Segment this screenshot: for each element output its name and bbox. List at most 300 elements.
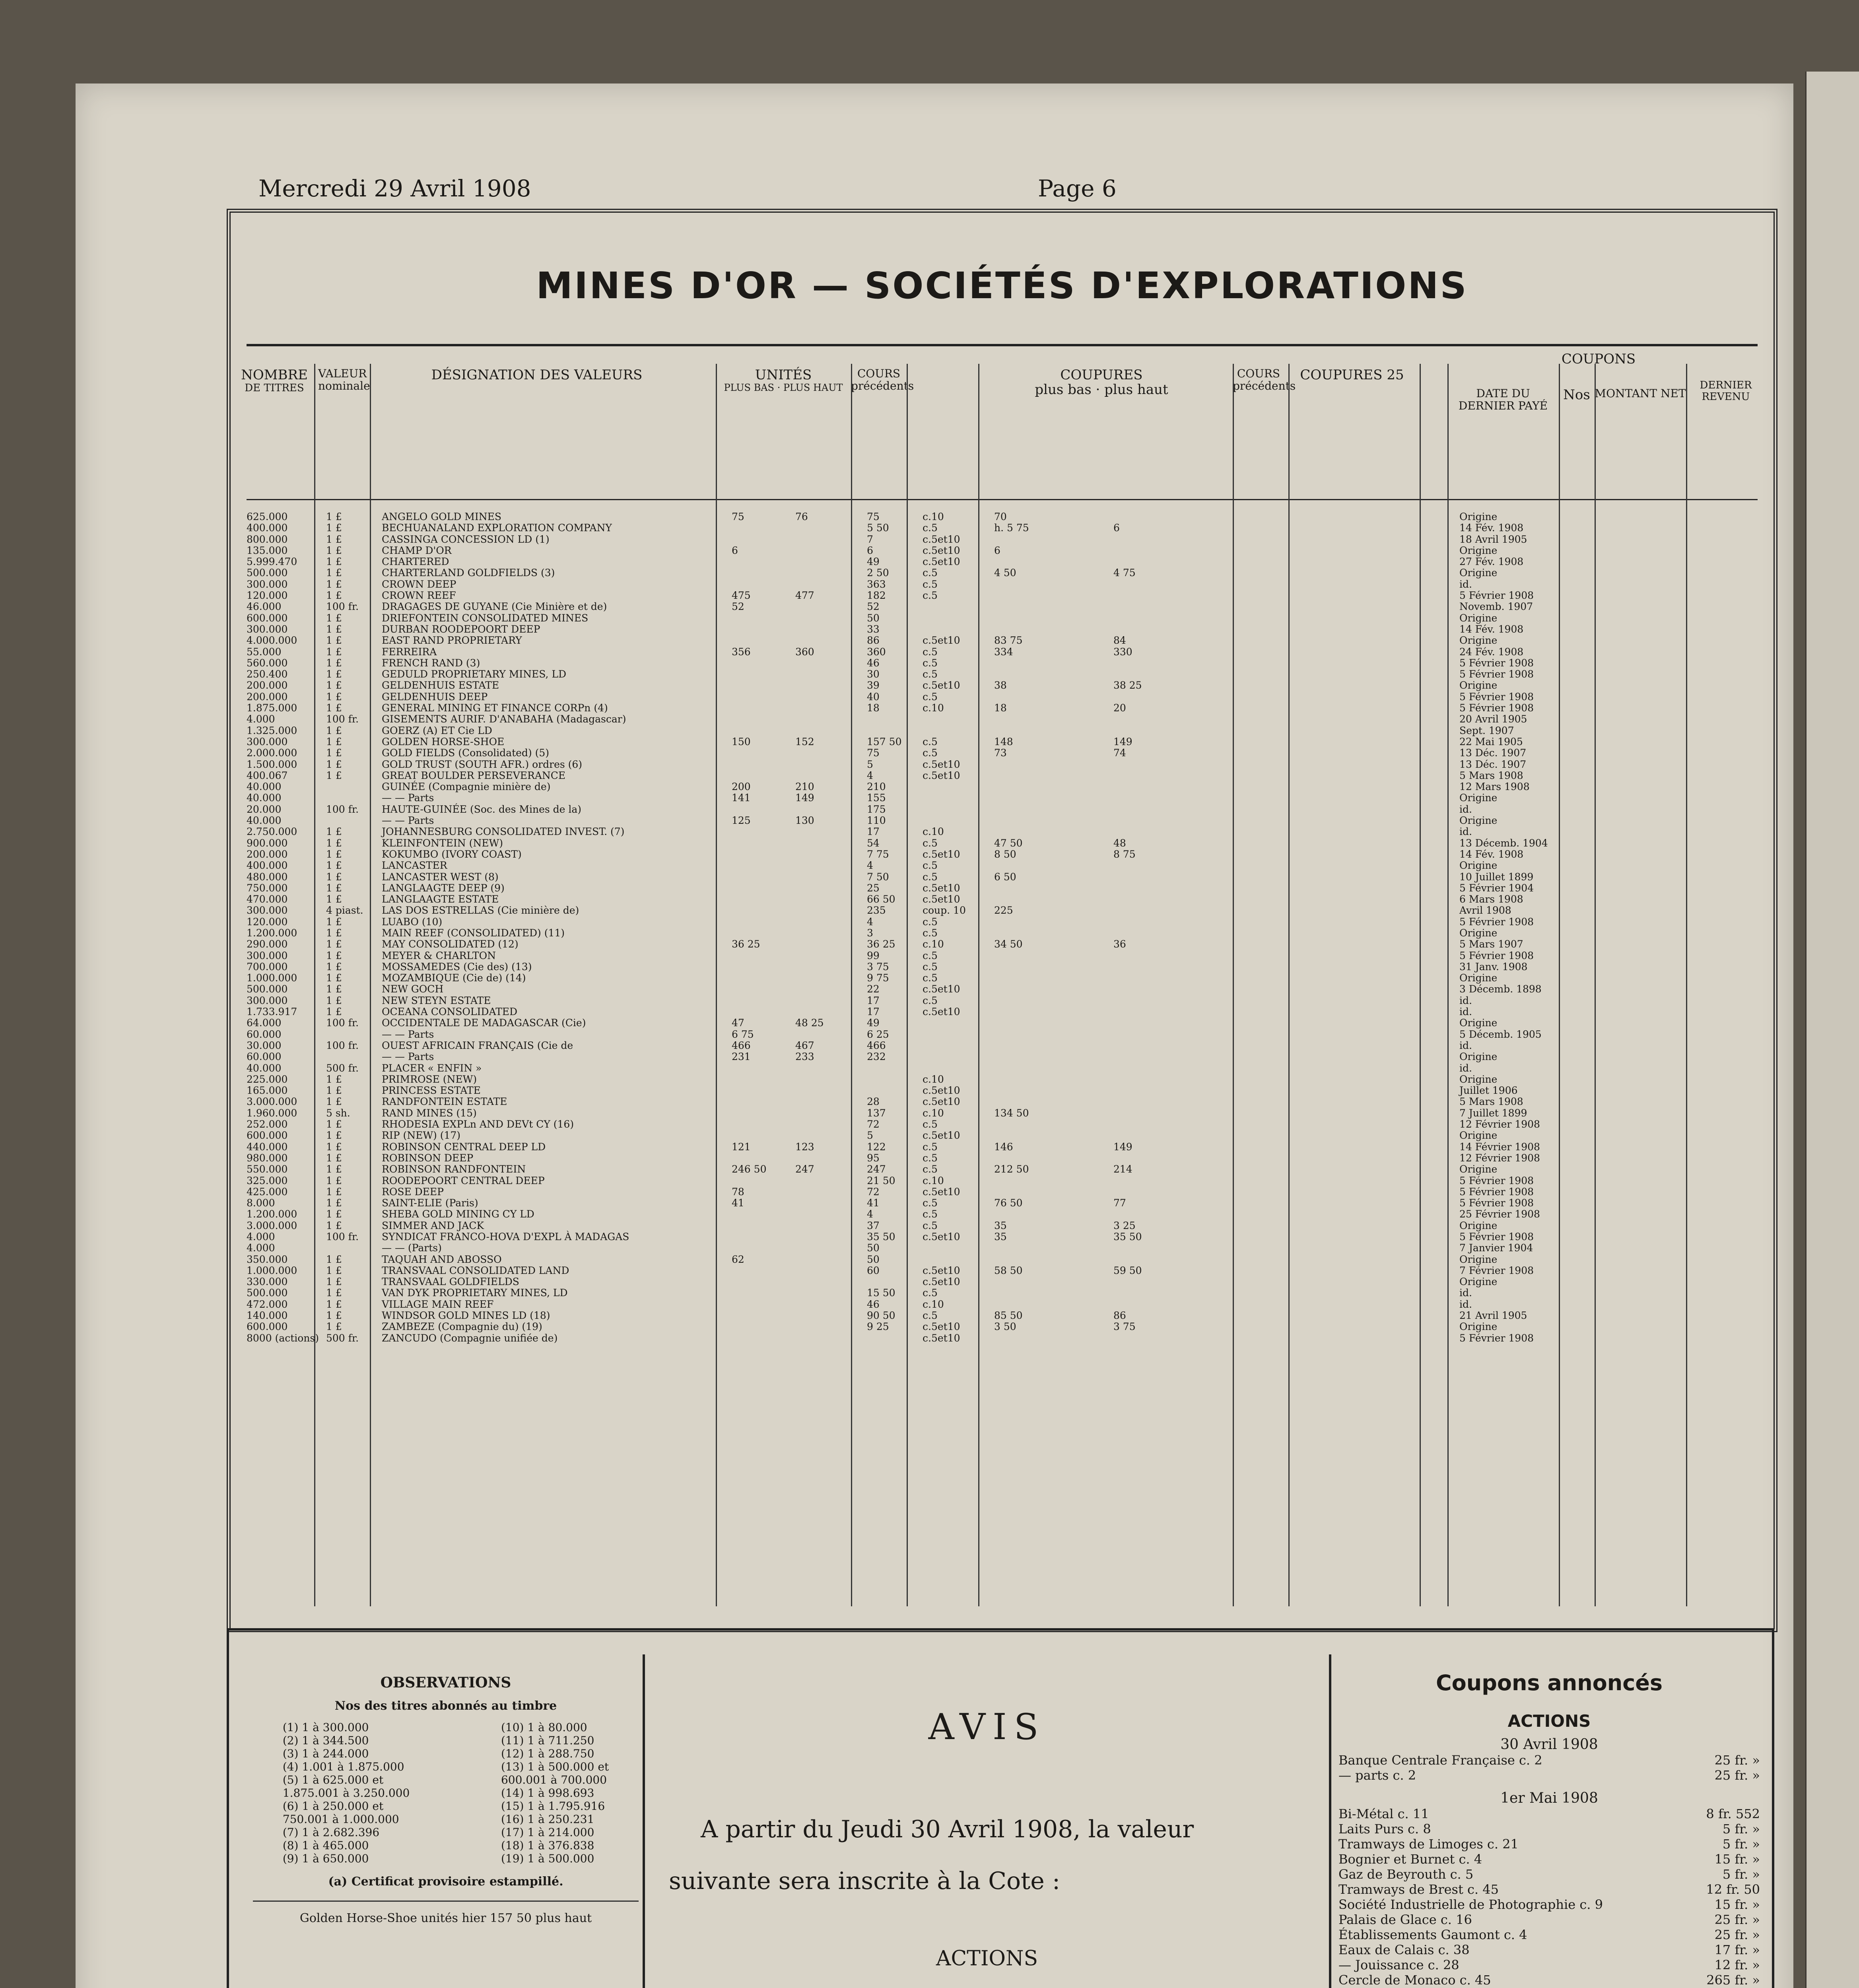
table-cell: 1 £ <box>326 983 342 995</box>
col-coupures25: COUPURES 25 <box>1300 367 1404 383</box>
table-cell: 1 £ <box>326 1253 342 1265</box>
coupon-item <box>1338 1882 1760 1897</box>
table-cell: 1 £ <box>326 646 342 658</box>
table-cell: DURBAN ROODEPOORT DEEP <box>382 623 540 635</box>
table-cell: 1 £ <box>326 1163 342 1175</box>
coupon-label: — Jouissance c. 28 <box>1338 1957 1459 1972</box>
coupon-item <box>1338 1912 1760 1927</box>
table-cell: 1.000.000 <box>247 1264 297 1276</box>
table-cell: — — Parts <box>382 792 434 804</box>
table-cell: c.5 <box>923 590 938 602</box>
table-row <box>239 1141 1766 1152</box>
table-cell: HAUTE-GUINÉE (Soc. des Mines de la) <box>382 803 582 815</box>
table-cell: c.5et10 <box>923 1096 960 1108</box>
table-cell: 300.000 <box>247 949 288 961</box>
table-cell: 35 <box>994 1219 1007 1231</box>
table-cell: 78 <box>732 1186 744 1198</box>
table-row <box>239 590 1766 601</box>
table-cell: BECHUANALAND EXPLORATION COMPANY <box>382 522 612 534</box>
table-cell: 200.000 <box>247 691 288 703</box>
table-cell: GUINÉE (Compagnie minière de) <box>382 781 551 793</box>
table-cell: 24 Fév. 1908 <box>1459 646 1524 658</box>
table-cell: 48 25 <box>795 1017 824 1029</box>
table-cell: c.5et10 <box>923 556 960 568</box>
table-cell: 4 piast. <box>326 905 363 916</box>
coupon-amount: 5 fr. » <box>1722 1821 1760 1837</box>
table-row <box>239 983 1766 994</box>
table-cell: 1 £ <box>326 612 342 624</box>
table-cell: 95 <box>867 1152 880 1164</box>
table-cell: 90 50 <box>867 1310 896 1322</box>
table-cell: SIMMER AND JACK <box>382 1219 484 1231</box>
table-cell: 7 Février 1908 <box>1459 1264 1534 1276</box>
table-cell: 123 <box>795 1141 814 1153</box>
table-cell: 4 <box>867 860 873 872</box>
table-cell: LANGLAAGTE ESTATE <box>382 893 499 905</box>
table-cell: c.5 <box>923 668 938 680</box>
table-cell: 235 <box>867 905 886 916</box>
table-row <box>239 1096 1766 1107</box>
table-cell: 210 <box>795 781 814 793</box>
table-cell: GELDENHUIS ESTATE <box>382 679 499 691</box>
table-cell: 175 <box>867 803 886 815</box>
table-cell: c.5 <box>923 1163 938 1175</box>
table-cell: 9 75 <box>867 972 889 984</box>
table-cell: 18 <box>994 702 1007 714</box>
table-cell: 1 £ <box>326 590 342 602</box>
table-cell: 72 <box>867 1118 880 1130</box>
table-cell: 6 <box>994 544 1000 556</box>
coupon-item <box>1338 1852 1760 1867</box>
table-cell: Origine <box>1459 1253 1498 1265</box>
table-cell: 7 75 <box>867 848 889 860</box>
col-valeur: VALEUR nominale <box>318 367 370 392</box>
col-coupons: COUPONS <box>1561 351 1636 367</box>
table-cell: 5 Février 1904 <box>1459 882 1534 894</box>
table-cell: 5 Février 1908 <box>1459 668 1534 680</box>
observations-extra: Golden Horse-Shoe unités hier 157 50 plus haut <box>299 1911 592 1925</box>
table-cell: ROODEPOORT CENTRAL DEEP <box>382 1175 545 1186</box>
table-cell: VILLAGE MAIN REEF <box>382 1298 494 1310</box>
table-cell: c.5 <box>923 736 938 747</box>
table-cell: 1 £ <box>326 724 342 736</box>
table-row <box>239 1208 1766 1219</box>
table-row <box>239 1276 1766 1287</box>
table-cell: 477 <box>795 590 814 602</box>
table-cell: 149 <box>1113 736 1132 747</box>
table-cell: 36 25 <box>867 938 896 950</box>
observation-item: (6) 1 à 250.000 et <box>282 1800 384 1813</box>
table-cell: c.5 <box>923 972 938 984</box>
table-cell: 1 £ <box>326 679 342 691</box>
table-cell: 110 <box>867 815 886 827</box>
table-cell: ROBINSON CENTRAL DEEP LD <box>382 1141 546 1153</box>
table-cell: 1 £ <box>326 1310 342 1322</box>
table-cell: 76 50 <box>994 1197 1023 1209</box>
avis-section: ACTIONS <box>936 1947 1038 1971</box>
table-row <box>239 893 1766 905</box>
table-cell: 232 <box>867 1051 886 1063</box>
table-cell: 225 <box>994 905 1013 916</box>
table-cell: 1.500.000 <box>247 758 297 770</box>
table-cell: 27 Fév. 1908 <box>1459 556 1524 568</box>
table-row <box>239 579 1766 590</box>
table-row <box>239 916 1766 927</box>
table-cell: RANDFONTEIN ESTATE <box>382 1096 507 1108</box>
table-cell: 100 fr. <box>326 1231 359 1242</box>
table-cell: 38 <box>994 679 1007 691</box>
coupon-amount: 15 fr. » <box>1714 1852 1760 1867</box>
coupon-item <box>1338 1867 1760 1882</box>
table-cell: 100 fr. <box>326 803 359 815</box>
table-cell: 121 <box>732 1141 751 1153</box>
table-cell: 122 <box>867 1141 886 1153</box>
coupon-label: Eaux de Calais c. 38 <box>1338 1942 1470 1957</box>
observation-item: (18) 1 à 376.838 <box>501 1839 594 1852</box>
coupon-label: Tramways de Limoges c. 21 <box>1338 1837 1519 1852</box>
table-row <box>239 1220 1766 1231</box>
table-row <box>239 1074 1766 1085</box>
table-cell: 1 £ <box>326 994 342 1006</box>
table-cell: 5 <box>867 758 873 770</box>
table-cell: 85 50 <box>994 1310 1023 1322</box>
table-cell: c.5 <box>923 916 938 928</box>
table-cell: 46 <box>867 657 880 669</box>
table-cell: 1 £ <box>326 1321 342 1333</box>
table-cell: 1 £ <box>326 871 342 883</box>
table-cell: 1 £ <box>326 747 342 759</box>
table-cell: 1.200.000 <box>247 927 297 939</box>
table-cell: — — Parts <box>382 1028 434 1040</box>
table-row <box>239 1265 1766 1276</box>
table-row <box>239 1299 1766 1310</box>
table-cell: 149 <box>1113 1141 1132 1153</box>
table-cell: id. <box>1459 1039 1472 1051</box>
table-cell: 600.000 <box>247 612 288 624</box>
table-row <box>239 1175 1766 1186</box>
table-cell: id. <box>1459 994 1472 1006</box>
table-row <box>239 1197 1766 1208</box>
table-cell: 10 Juillet 1899 <box>1459 871 1534 883</box>
table-cell: NEW STEYN ESTATE <box>382 994 491 1006</box>
table-cell: RHODESIA EXPLn AND DEVt CY (16) <box>382 1118 574 1130</box>
table-cell: Origine <box>1459 1073 1498 1085</box>
observations-title: OBSERVATIONS <box>380 1674 511 1691</box>
col-cours: COURS précédents <box>851 367 914 392</box>
table-cell: 17 <box>867 826 880 838</box>
table-row <box>239 1163 1766 1175</box>
table-cell: Juillet 1906 <box>1459 1085 1518 1097</box>
table-cell: CHARTERED <box>382 556 449 568</box>
table-cell: 6 <box>732 544 738 556</box>
table-cell: MAIN REEF (CONSOLIDATED) (11) <box>382 927 565 939</box>
table-cell: c.5 <box>923 567 938 579</box>
table-row <box>239 545 1766 556</box>
table-row <box>239 1254 1766 1265</box>
table-cell: — — Parts <box>382 1051 434 1063</box>
table-cell: 472.000 <box>247 1298 288 1310</box>
table-cell: 3 25 <box>1113 1219 1136 1231</box>
table-cell: 15 50 <box>867 1287 896 1299</box>
table-cell: 5 Décemb. 1905 <box>1459 1028 1542 1040</box>
table-cell: 290.000 <box>247 938 288 950</box>
table-cell: 86 <box>867 635 880 646</box>
table-cell: 46 <box>867 1298 880 1310</box>
table-cell: 12 Février 1908 <box>1459 1152 1540 1164</box>
table-cell: MAY CONSOLIDATED (12) <box>382 938 519 950</box>
observation-item: (2) 1 à 344.500 <box>282 1734 369 1747</box>
table-cell: 5 Mars 1908 <box>1459 769 1523 781</box>
table-cell: DRIEFONTEIN CONSOLIDATED MINES <box>382 612 589 624</box>
table-cell: 165.000 <box>247 1085 288 1097</box>
table-cell: 7 Juillet 1899 <box>1459 1107 1527 1119</box>
table-cell: 330 <box>1113 646 1132 658</box>
table-cell: 12 Février 1908 <box>1459 1118 1540 1130</box>
table-cell: 14 Fév. 1908 <box>1459 522 1524 534</box>
table-cell: 1 £ <box>326 837 342 849</box>
table-cell: 1 £ <box>326 1152 342 1164</box>
table-cell: 1 £ <box>326 567 342 579</box>
table-cell: 55.000 <box>247 646 282 658</box>
table-cell: 20 <box>1113 702 1126 714</box>
table-cell: coup. 10 <box>923 905 966 916</box>
table-cell: 47 50 <box>994 837 1023 849</box>
table-cell: 1 £ <box>326 1085 342 1097</box>
table-cell: PLACER « ENFIN » <box>382 1062 482 1074</box>
table-cell: DRAGAGES DE GUYANE (Cie Minière et de) <box>382 601 607 613</box>
table-cell: 1 £ <box>326 1186 342 1198</box>
table-cell: 1 £ <box>326 522 342 534</box>
coupon-label: Société Industrielle de Photographie c. 9 <box>1338 1897 1603 1912</box>
table-row <box>239 804 1766 815</box>
table-cell: ANGELO GOLD MINES <box>382 511 501 522</box>
table-cell: 3 Décemb. 1898 <box>1459 983 1542 995</box>
table-cell: 5 sh. <box>326 1107 350 1119</box>
table-cell: 466 <box>732 1039 751 1051</box>
table-cell: 18 <box>867 702 880 714</box>
table-cell: LANGLAAGTE DEEP (9) <box>382 882 505 894</box>
table-cell: c.5 <box>923 1219 938 1231</box>
table-cell: 14 Fév. 1908 <box>1459 848 1524 860</box>
table-cell: LUABO (10) <box>382 916 443 928</box>
table-cell: 1 £ <box>326 1006 342 1018</box>
table-cell: GELDENHUIS DEEP <box>382 691 488 703</box>
table-row <box>239 938 1766 949</box>
table-cell: c.5 <box>923 657 938 669</box>
table-cell: 252.000 <box>247 1118 288 1130</box>
table-cell: 60.000 <box>247 1051 282 1063</box>
table-cell: 21 Avril 1905 <box>1459 1310 1527 1322</box>
coupon-item <box>1338 1806 1760 1821</box>
table-cell: 59 50 <box>1113 1264 1142 1276</box>
table-cell: JOHANNESBURG CONSOLIDATED INVEST. (7) <box>382 826 625 838</box>
table-cell: 52 <box>867 601 880 613</box>
table-cell: 300.000 <box>247 623 288 635</box>
table-cell: 4 <box>867 769 873 781</box>
table-cell: 30.000 <box>247 1039 282 1051</box>
table-cell: 50 <box>867 1242 880 1254</box>
table-cell: c.5 <box>923 949 938 961</box>
adjacent-page-edge <box>1805 72 1859 1988</box>
table-cell: Origine <box>1459 1017 1498 1029</box>
table-cell: c.10 <box>923 511 944 522</box>
table-cell: OUEST AFRICAIN FRANÇAIS (Cie de <box>382 1039 573 1051</box>
table-cell: 625.000 <box>247 511 288 522</box>
table-cell: 1 £ <box>326 623 342 635</box>
table-cell: KOKUMBO (IVORY COAST) <box>382 848 522 860</box>
table-cell: 148 <box>994 736 1013 747</box>
table-cell: 700.000 <box>247 961 288 973</box>
coupon-amount: 25 fr. » <box>1714 1912 1760 1927</box>
table-cell: c.5et10 <box>923 533 960 545</box>
table-cell: 146 <box>994 1141 1013 1153</box>
table-cell: MOSSAMEDES (Cie des) (13) <box>382 961 532 973</box>
table-cell: 800.000 <box>247 533 288 545</box>
table-cell: 470.000 <box>247 893 288 905</box>
table-row <box>239 646 1766 657</box>
table-cell: 35 50 <box>867 1231 896 1242</box>
table-cell: Origine <box>1459 1163 1498 1175</box>
table-cell: GENERAL MINING ET FINANCE CORPn (4) <box>382 702 608 714</box>
table-cell: 152 <box>795 736 814 747</box>
table-cell: 33 <box>867 623 880 635</box>
table-cell: 1.960.000 <box>247 1107 297 1119</box>
col-date: DATE DU DERNIER PAYÉ <box>1458 387 1548 412</box>
observation-item: (8) 1 à 465.000 <box>282 1839 369 1852</box>
table-cell: 1.200.000 <box>247 1208 297 1220</box>
table-cell: 750.000 <box>247 882 288 894</box>
coupon-amount: 25 fr. » <box>1714 1753 1760 1768</box>
table-cell: c.5et10 <box>923 983 960 995</box>
table-cell: 100 fr. <box>326 1017 359 1029</box>
table-cell: 233 <box>795 1051 814 1063</box>
table-cell: CROWN REEF <box>382 590 456 602</box>
table-cell: PRIMROSE (NEW) <box>382 1073 477 1085</box>
table-cell: 1 £ <box>326 1276 342 1288</box>
table-cell: 4 50 <box>994 567 1016 579</box>
table-cell: 363 <box>867 578 886 590</box>
table-cell: 3 <box>867 927 873 939</box>
table-cell: 125 <box>732 815 751 827</box>
mines-table-frame <box>227 209 1777 1632</box>
table-cell: 1 £ <box>326 1073 342 1085</box>
table-cell: EAST RAND PROPRIETARY <box>382 635 522 646</box>
table-cell: 1 £ <box>326 1208 342 1220</box>
table-row <box>239 1051 1766 1062</box>
table-cell: CHAMP D'OR <box>382 544 452 556</box>
table-cell: c.5 <box>923 1141 938 1153</box>
table-row <box>239 556 1766 567</box>
coupon-item <box>1338 1837 1760 1852</box>
table-cell: c.10 <box>923 1298 944 1310</box>
coupon-item <box>1338 1957 1760 1972</box>
table-cell: c.5 <box>923 1287 938 1299</box>
table-cell: 5 Février 1908 <box>1459 916 1534 928</box>
table-cell: 247 <box>795 1163 814 1175</box>
table-cell: GOERZ (A) ET Cie LD <box>382 724 492 736</box>
table-cell: 5 Février 1908 <box>1459 657 1534 669</box>
table-cell: c.10 <box>923 1175 944 1186</box>
table-cell: 5 Février 1908 <box>1459 691 1534 703</box>
table-cell: Origine <box>1459 860 1498 872</box>
table-cell: 72 <box>867 1186 880 1198</box>
table-cell: 5.999.470 <box>247 556 297 568</box>
avis-notice <box>643 1654 1331 1988</box>
table-cell: Origine <box>1459 679 1498 691</box>
table-cell: CHARTERLAND GOLDFIELDS (3) <box>382 567 555 579</box>
table-cell: 1 £ <box>326 848 342 860</box>
table-cell: 600.000 <box>247 1321 288 1333</box>
table-cell: 7 <box>867 533 873 545</box>
table-cell: 5 Février 1908 <box>1459 1332 1534 1344</box>
rule <box>247 499 1758 500</box>
table-cell: 214 <box>1113 1163 1132 1175</box>
table-cell: 1 £ <box>326 578 342 590</box>
table-cell: c.5et10 <box>923 679 960 691</box>
coupon-label: — parts c. 2 <box>1338 1768 1416 1783</box>
table-cell: Origine <box>1459 972 1498 984</box>
table-cell: 600.000 <box>247 1130 288 1142</box>
table-row <box>239 927 1766 938</box>
table-cell: 2 50 <box>867 567 889 579</box>
table-cell: PRINCESS ESTATE <box>382 1085 481 1097</box>
table-cell: 5 Février 1908 <box>1459 949 1534 961</box>
observation-item: (14) 1 à 998.693 <box>501 1786 594 1800</box>
table-row <box>239 860 1766 871</box>
table-cell: 34 50 <box>994 938 1023 950</box>
table-row <box>239 668 1766 679</box>
table-cell: h. 5 75 <box>994 522 1029 534</box>
table-cell: NEW GOCH <box>382 983 444 995</box>
table-cell: 1 £ <box>326 1175 342 1186</box>
table-row <box>239 1152 1766 1163</box>
coupons-date-1: 30 Avril 1908 <box>1500 1736 1598 1753</box>
table-cell: GISEMENTS AURIF. D'ANABAHA (Madagascar) <box>382 713 626 725</box>
table-cell: c.5 <box>923 871 938 883</box>
table-cell: LANCASTER WEST (8) <box>382 871 499 883</box>
table-cell: 1 £ <box>326 544 342 556</box>
table-cell: 2.000.000 <box>247 747 297 759</box>
table-cell: GREAT BOULDER PERSEVERANCE <box>382 769 566 781</box>
table-cell: c.5 <box>923 961 938 973</box>
table-cell: 1 £ <box>326 1219 342 1231</box>
table-row <box>239 961 1766 972</box>
table-cell: c.10 <box>923 1073 944 1085</box>
table-row <box>239 995 1766 1006</box>
table-cell: c.5et10 <box>923 848 960 860</box>
table-cell: 49 <box>867 556 880 568</box>
table-row <box>239 781 1766 792</box>
table-cell: 225.000 <box>247 1073 288 1085</box>
table-cell: 4 <box>867 1208 873 1220</box>
table-cell: 40.000 <box>247 792 282 804</box>
table-cell: 6 <box>867 544 873 556</box>
table-cell: 22 <box>867 983 880 995</box>
table-cell: 137 <box>867 1107 886 1119</box>
table-row <box>239 567 1766 578</box>
col-montant: MONTANT NET <box>1595 387 1686 400</box>
col-unites: UNITÉS PLUS BAS · PLUS HAUT <box>724 367 843 394</box>
table-cell: c.5et10 <box>923 769 960 781</box>
table-cell: 36 <box>1113 938 1126 950</box>
table-row <box>239 792 1766 803</box>
table-cell: SHEBA GOLD MINING CY LD <box>382 1208 534 1220</box>
table-cell: 200 <box>732 781 751 793</box>
table-cell: 31 Janv. 1908 <box>1459 961 1528 973</box>
table-cell: 73 <box>994 747 1007 759</box>
table-cell: 120.000 <box>247 916 288 928</box>
table-cell: c.5et10 <box>923 1332 960 1344</box>
